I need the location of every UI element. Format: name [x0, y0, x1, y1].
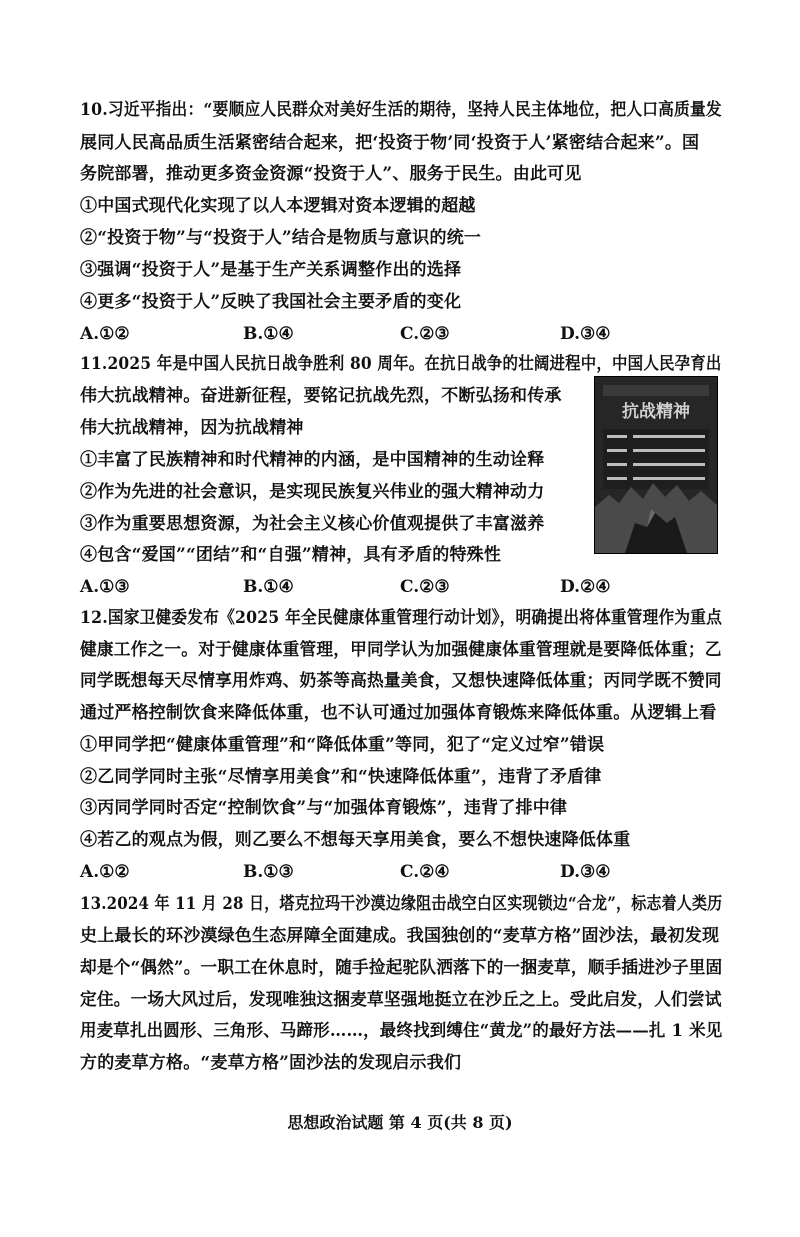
q10-stem-line-1: 10.习近平指出：“要顺应人民群众对美好生活的期待，坚持人民主体地位，把人口高质量发	[80, 100, 722, 120]
q10-option-a[interactable]: A.①②	[80, 324, 130, 344]
q12-option-d[interactable]: D.③④	[560, 862, 611, 882]
q11-option-b[interactable]: B.①④	[243, 577, 294, 597]
q10-statement-4: ④更多“投资于人”反映了我国社会主要矛盾的变化	[80, 292, 462, 312]
q10-stem-line-2: 展同人民高品质生活紧密结合起来，把‘投资于物’同‘投资于人’紧密结合起来”。国	[80, 133, 700, 153]
q13-stem-line-2: 史上最长的环沙漠绿色生态屏障全面建成。我国独创的“麦草方格”固沙法，最初发现	[80, 926, 720, 946]
q12-option-b[interactable]: B.①③	[243, 862, 294, 882]
q11-statement-1: ①丰富了民族精神和时代精神的内涵，是中国精神的生动诠释	[80, 450, 545, 470]
q13-stem-line-3: 却是个“偶然”。一职工在休息时，随手捡起驼队洒落下的一捆麦草，顺手插进沙子里固	[80, 958, 723, 978]
q10-option-b[interactable]: B.①④	[243, 324, 294, 344]
q10-statement-1: ①中国式现代化实现了以人本逻辑对资本逻辑的超越	[80, 196, 476, 216]
q10-option-c[interactable]: C.②③	[400, 324, 450, 344]
q12-stem-line-1: 12.国家卫健委发布《2025 年全民健康体重管理行动计划》，明确提出将体重管理作为重点	[80, 608, 723, 628]
poster-title: 抗战精神	[622, 402, 690, 422]
q12-statement-3: ③丙同学同时否定“控制饮食”与“加强体育锻炼”，违背了排中律	[80, 798, 568, 818]
q11-stem-line-1: 11.2025 年是中国人民抗日战争胜利 80 周年。在抗日战争的壮阔进程中，中国人民孕育出	[80, 354, 722, 374]
q13-stem-line-5: 用麦草扎出圆形、三角形、马蹄形……，最终找到缚住“黄龙”的最好方法——扎 1 米见	[80, 1021, 723, 1041]
q12-statement-4: ④若乙的观点为假，则乙要么不想每天享用美食，要么不想快速降低体重	[80, 830, 631, 850]
q12-statement-1: ①甲同学把“健康体重管理”和“降低体重”等同，犯了“定义过窄”错误	[80, 735, 605, 755]
q10-statement-3: ③强调“投资于人”是基于生产关系调整作出的选择	[80, 260, 462, 280]
q12-statement-2: ②乙同学同时主张“尽情享用美食”和“快速降低体重”，违背了矛盾律	[80, 767, 602, 787]
q11-option-d[interactable]: D.②④	[560, 577, 611, 597]
q11-stem-line-3: 伟大抗战精神，因为抗战精神	[80, 418, 304, 438]
q11-stem-line-2: 伟大抗战精神。奋进新征程，要铭记抗战先烈，不断弘扬和传承	[80, 386, 562, 406]
q12-stem-line-2: 健康工作之一。对于健康体重管理，甲同学认为加强健康体重管理就是要降低体重；乙	[80, 640, 722, 660]
q12-stem-line-4: 通过严格控制饮食来降低体重，也不认可通过加强体育锻炼来降低体重。从逻辑上看	[80, 703, 717, 723]
q11-statement-2: ②作为先进的社会意识，是实现民族复兴伟业的强大精神动力	[80, 482, 545, 502]
q11-option-a[interactable]: A.①③	[80, 577, 130, 597]
q10-stem-line-3: 务院部署，推动更多资金资源“投资于人”、服务于民生。由此可见	[80, 164, 582, 184]
q11-options	[0, 576, 800, 598]
q11-option-c[interactable]: C.②③	[400, 577, 450, 597]
q13-stem-line-1: 13.2024 年 11 月 28 日，塔克拉玛干沙漠边缘阻击战空白区实现锁边“合龙”，标志着人类历	[80, 894, 723, 914]
q10-statement-2: ②“投资于物”与“投资于人”结合是物质与意识的统一	[80, 228, 482, 248]
q12-options	[0, 861, 800, 883]
q10-option-d[interactable]: D.③④	[560, 324, 611, 344]
q10-options	[0, 323, 800, 345]
q11-statement-3: ③作为重要思想资源，为社会主义核心价值观提供了丰富滋养	[80, 514, 545, 534]
q12-option-a[interactable]: A.①②	[80, 862, 130, 882]
q12-option-c[interactable]: C.②④	[400, 862, 450, 882]
q13-stem-line-4: 定住。一场大风过后，发现唯独这捆麦草坚强地挺立在沙丘之上。受此启发，人们尝试	[80, 990, 722, 1010]
page-footer: 思想政治试题 第 4 页(共 8 页)	[287, 1113, 513, 1132]
q13-stem-line-6: 方的麦草方格。“麦草方格”固沙法的发现启示我们	[80, 1053, 462, 1073]
q12-stem-line-3: 同学既想每天尽情享用炸鸡、奶茶等高热量美食，又想快速降低体重；丙同学既不赞同	[80, 671, 722, 691]
q11-statement-4: ④包含“爱国”“团结”和“自强”精神，具有矛盾的特殊性	[80, 545, 502, 565]
anti-war-spirit-poster-image	[594, 376, 718, 554]
